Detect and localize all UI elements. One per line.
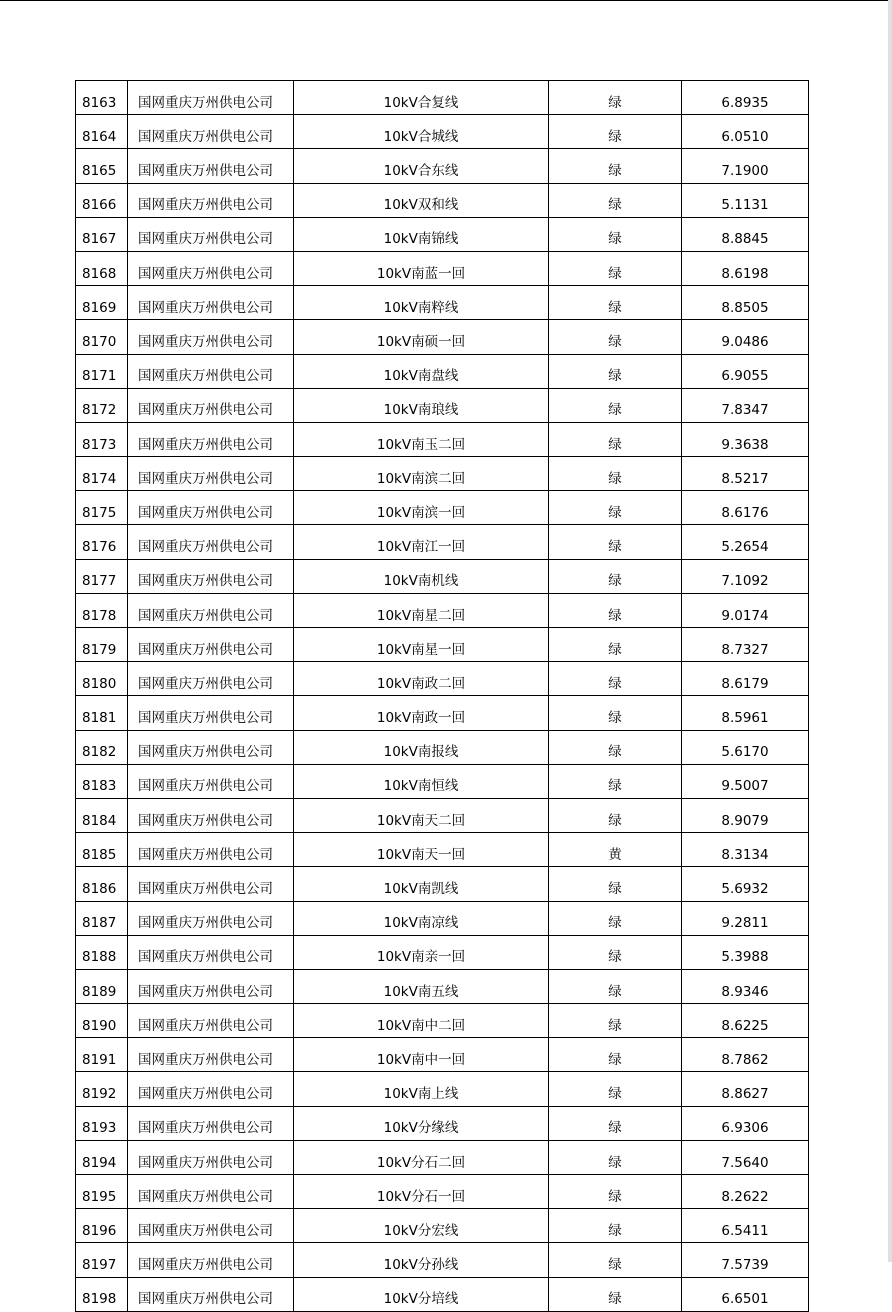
company-cell: 国网重庆万州供电公司 <box>128 798 294 832</box>
status-cell: 绿 <box>549 1038 682 1072</box>
status-cell: 绿 <box>549 901 682 935</box>
row-id-cell: 8197 <box>76 1243 128 1277</box>
status-cell: 绿 <box>549 593 682 627</box>
status-cell: 绿 <box>549 764 682 798</box>
line-name-cell: 10kV分石二回 <box>294 1140 549 1174</box>
value-cell: 8.3134 <box>682 833 809 867</box>
row-id-cell: 8164 <box>76 115 128 149</box>
value-cell: 7.5739 <box>682 1243 809 1277</box>
company-cell: 国网重庆万州供电公司 <box>128 969 294 1003</box>
line-name-cell: 10kV南滨二回 <box>294 457 549 491</box>
line-name-cell: 10kV南天二回 <box>294 798 549 832</box>
company-cell: 国网重庆万州供电公司 <box>128 1004 294 1038</box>
table-row <box>76 1175 809 1209</box>
line-name-cell: 10kV双和线 <box>294 183 549 217</box>
table-row <box>76 81 809 115</box>
company-cell: 国网重庆万州供电公司 <box>128 217 294 251</box>
table-row <box>76 798 809 832</box>
status-cell: 绿 <box>549 422 682 456</box>
value-cell: 9.5007 <box>682 764 809 798</box>
row-id-cell: 8189 <box>76 969 128 1003</box>
value-cell: 5.1131 <box>682 183 809 217</box>
value-cell: 5.6932 <box>682 867 809 901</box>
line-name-cell: 10kV南报线 <box>294 730 549 764</box>
status-cell: 绿 <box>549 1277 682 1311</box>
row-id-cell: 8196 <box>76 1209 128 1243</box>
value-cell: 6.9306 <box>682 1106 809 1140</box>
table-row <box>76 867 809 901</box>
row-id-cell: 8163 <box>76 81 128 115</box>
company-cell: 国网重庆万州供电公司 <box>128 1277 294 1311</box>
status-cell: 绿 <box>549 457 682 491</box>
value-cell: 5.3988 <box>682 935 809 969</box>
company-cell: 国网重庆万州供电公司 <box>128 833 294 867</box>
row-id-cell: 8182 <box>76 730 128 764</box>
line-name-cell: 10kV南玉二回 <box>294 422 549 456</box>
value-cell: 8.5961 <box>682 696 809 730</box>
status-cell: 绿 <box>549 286 682 320</box>
row-id-cell: 8180 <box>76 662 128 696</box>
value-cell: 8.7862 <box>682 1038 809 1072</box>
line-name-cell: 10kV南机线 <box>294 559 549 593</box>
value-cell: 8.9079 <box>682 798 809 832</box>
table-row <box>76 1038 809 1072</box>
row-id-cell: 8192 <box>76 1072 128 1106</box>
status-cell: 绿 <box>549 251 682 285</box>
table-row <box>76 457 809 491</box>
row-id-cell: 8185 <box>76 833 128 867</box>
company-cell: 国网重庆万州供电公司 <box>128 115 294 149</box>
status-cell: 绿 <box>549 81 682 115</box>
line-name-cell: 10kV南凉线 <box>294 901 549 935</box>
company-cell: 国网重庆万州供电公司 <box>128 593 294 627</box>
line-name-cell: 10kV分孙线 <box>294 1243 549 1277</box>
value-cell: 7.1900 <box>682 149 809 183</box>
company-cell: 国网重庆万州供电公司 <box>128 1140 294 1174</box>
table-row <box>76 286 809 320</box>
company-cell: 国网重庆万州供电公司 <box>128 457 294 491</box>
value-cell: 7.5640 <box>682 1140 809 1174</box>
line-name-cell: 10kV南中二回 <box>294 1004 549 1038</box>
status-cell: 绿 <box>549 217 682 251</box>
row-id-cell: 8198 <box>76 1277 128 1311</box>
row-id-cell: 8187 <box>76 901 128 935</box>
value-cell: 8.8505 <box>682 286 809 320</box>
status-cell: 绿 <box>549 628 682 662</box>
company-cell: 国网重庆万州供电公司 <box>128 286 294 320</box>
company-cell: 国网重庆万州供电公司 <box>128 1209 294 1243</box>
status-cell: 绿 <box>549 730 682 764</box>
company-cell: 国网重庆万州供电公司 <box>128 764 294 798</box>
line-name-cell: 10kV南上线 <box>294 1072 549 1106</box>
page-right-edge <box>888 0 892 1262</box>
value-cell: 5.2654 <box>682 525 809 559</box>
value-cell: 7.1092 <box>682 559 809 593</box>
value-cell: 8.7327 <box>682 628 809 662</box>
status-cell: 绿 <box>549 491 682 525</box>
status-cell: 绿 <box>549 559 682 593</box>
data-table <box>75 80 809 1312</box>
line-name-cell: 10kV南锦线 <box>294 217 549 251</box>
table-row <box>76 183 809 217</box>
table-body <box>76 81 809 1312</box>
row-id-cell: 8194 <box>76 1140 128 1174</box>
line-name-cell: 10kV南中一回 <box>294 1038 549 1072</box>
value-cell: 8.6176 <box>682 491 809 525</box>
table-row <box>76 388 809 422</box>
line-name-cell: 10kV南星二回 <box>294 593 549 627</box>
company-cell: 国网重庆万州供电公司 <box>128 1175 294 1209</box>
company-cell: 国网重庆万州供电公司 <box>128 525 294 559</box>
row-id-cell: 8184 <box>76 798 128 832</box>
status-cell: 绿 <box>549 969 682 1003</box>
line-name-cell: 10kV南亲一回 <box>294 935 549 969</box>
status-cell: 绿 <box>549 149 682 183</box>
table-row <box>76 1243 809 1277</box>
status-cell: 绿 <box>549 525 682 559</box>
table-row <box>76 628 809 662</box>
line-name-cell: 10kV合东线 <box>294 149 549 183</box>
status-cell: 绿 <box>549 1243 682 1277</box>
value-cell: 9.0486 <box>682 320 809 354</box>
row-id-cell: 8193 <box>76 1106 128 1140</box>
line-name-cell: 10kV南蓝一回 <box>294 251 549 285</box>
status-cell: 绿 <box>549 696 682 730</box>
line-name-cell: 10kV南粹线 <box>294 286 549 320</box>
line-name-cell: 10kV南恒线 <box>294 764 549 798</box>
row-id-cell: 8172 <box>76 388 128 422</box>
line-name-cell: 10kV分培线 <box>294 1277 549 1311</box>
row-id-cell: 8190 <box>76 1004 128 1038</box>
line-name-cell: 10kV合复线 <box>294 81 549 115</box>
status-cell: 绿 <box>549 388 682 422</box>
value-cell: 9.0174 <box>682 593 809 627</box>
table-row <box>76 251 809 285</box>
status-cell: 绿 <box>549 1072 682 1106</box>
company-cell: 国网重庆万州供电公司 <box>128 1072 294 1106</box>
company-cell: 国网重庆万州供电公司 <box>128 1038 294 1072</box>
line-name-cell: 10kV南五线 <box>294 969 549 1003</box>
value-cell: 8.9346 <box>682 969 809 1003</box>
row-id-cell: 8175 <box>76 491 128 525</box>
row-id-cell: 8186 <box>76 867 128 901</box>
line-name-cell: 10kV南天一回 <box>294 833 549 867</box>
row-id-cell: 8183 <box>76 764 128 798</box>
table-row <box>76 1106 809 1140</box>
row-id-cell: 8181 <box>76 696 128 730</box>
line-name-cell: 10kV南江一回 <box>294 525 549 559</box>
company-cell: 国网重庆万州供电公司 <box>128 628 294 662</box>
row-id-cell: 8177 <box>76 559 128 593</box>
row-id-cell: 8191 <box>76 1038 128 1072</box>
row-id-cell: 8169 <box>76 286 128 320</box>
value-cell: 8.8845 <box>682 217 809 251</box>
table-row <box>76 1140 809 1174</box>
table-row <box>76 115 809 149</box>
value-cell: 8.5217 <box>682 457 809 491</box>
company-cell: 国网重庆万州供电公司 <box>128 559 294 593</box>
line-name-cell: 10kV南星一回 <box>294 628 549 662</box>
value-cell: 8.6225 <box>682 1004 809 1038</box>
table-row <box>76 491 809 525</box>
value-cell: 5.6170 <box>682 730 809 764</box>
status-cell: 绿 <box>549 867 682 901</box>
value-cell: 9.3638 <box>682 422 809 456</box>
company-cell: 国网重庆万州供电公司 <box>128 867 294 901</box>
value-cell: 6.9055 <box>682 354 809 388</box>
company-cell: 国网重庆万州供电公司 <box>128 422 294 456</box>
status-cell: 绿 <box>549 183 682 217</box>
table-row <box>76 1277 809 1311</box>
status-cell: 绿 <box>549 1004 682 1038</box>
line-name-cell: 10kV南硕一回 <box>294 320 549 354</box>
status-cell: 绿 <box>549 662 682 696</box>
status-cell: 绿 <box>549 1209 682 1243</box>
row-id-cell: 8174 <box>76 457 128 491</box>
row-id-cell: 8171 <box>76 354 128 388</box>
row-id-cell: 8173 <box>76 422 128 456</box>
company-cell: 国网重庆万州供电公司 <box>128 1106 294 1140</box>
line-name-cell: 10kV合城线 <box>294 115 549 149</box>
row-id-cell: 8165 <box>76 149 128 183</box>
company-cell: 国网重庆万州供电公司 <box>128 320 294 354</box>
line-name-cell: 10kV南滨一回 <box>294 491 549 525</box>
table-row <box>76 1072 809 1106</box>
status-cell: 绿 <box>549 1175 682 1209</box>
line-name-cell: 10kV南政二回 <box>294 662 549 696</box>
company-cell: 国网重庆万州供电公司 <box>128 1243 294 1277</box>
row-id-cell: 8188 <box>76 935 128 969</box>
company-cell: 国网重庆万州供电公司 <box>128 388 294 422</box>
table-row <box>76 149 809 183</box>
company-cell: 国网重庆万州供电公司 <box>128 662 294 696</box>
table-row <box>76 696 809 730</box>
value-cell: 8.2622 <box>682 1175 809 1209</box>
status-cell: 绿 <box>549 354 682 388</box>
line-name-cell: 10kV分石一回 <box>294 1175 549 1209</box>
status-cell: 绿 <box>549 798 682 832</box>
status-cell: 绿 <box>549 1140 682 1174</box>
table-row <box>76 1209 809 1243</box>
row-id-cell: 8179 <box>76 628 128 662</box>
row-id-cell: 8166 <box>76 183 128 217</box>
company-cell: 国网重庆万州供电公司 <box>128 491 294 525</box>
row-id-cell: 8167 <box>76 217 128 251</box>
line-name-cell: 10kV分宏线 <box>294 1209 549 1243</box>
value-cell: 8.8627 <box>682 1072 809 1106</box>
value-cell: 8.6198 <box>682 251 809 285</box>
value-cell: 6.5411 <box>682 1209 809 1243</box>
company-cell: 国网重庆万州供电公司 <box>128 935 294 969</box>
row-id-cell: 8178 <box>76 593 128 627</box>
table-row <box>76 833 809 867</box>
company-cell: 国网重庆万州供电公司 <box>128 730 294 764</box>
line-name-cell: 10kV南琅线 <box>294 388 549 422</box>
line-name-cell: 10kV南凯线 <box>294 867 549 901</box>
table-row <box>76 559 809 593</box>
company-cell: 国网重庆万州供电公司 <box>128 81 294 115</box>
status-cell: 绿 <box>549 320 682 354</box>
row-id-cell: 8176 <box>76 525 128 559</box>
value-cell: 7.8347 <box>682 388 809 422</box>
value-cell: 6.0510 <box>682 115 809 149</box>
company-cell: 国网重庆万州供电公司 <box>128 354 294 388</box>
row-id-cell: 8195 <box>76 1175 128 1209</box>
company-cell: 国网重庆万州供电公司 <box>128 696 294 730</box>
status-cell: 绿 <box>549 115 682 149</box>
value-cell: 6.6501 <box>682 1277 809 1311</box>
table-row <box>76 1004 809 1038</box>
status-cell: 绿 <box>549 1106 682 1140</box>
line-name-cell: 10kV南盘线 <box>294 354 549 388</box>
table-row <box>76 662 809 696</box>
table-row <box>76 320 809 354</box>
table-row <box>76 354 809 388</box>
value-cell: 6.8935 <box>682 81 809 115</box>
table-row <box>76 969 809 1003</box>
value-cell: 9.2811 <box>682 901 809 935</box>
row-id-cell: 8168 <box>76 251 128 285</box>
line-name-cell: 10kV南政一回 <box>294 696 549 730</box>
row-id-cell: 8170 <box>76 320 128 354</box>
table-row <box>76 730 809 764</box>
table-row <box>76 764 809 798</box>
table-row <box>76 901 809 935</box>
company-cell: 国网重庆万州供电公司 <box>128 251 294 285</box>
table-row <box>76 935 809 969</box>
company-cell: 国网重庆万州供电公司 <box>128 901 294 935</box>
table-row <box>76 422 809 456</box>
value-cell: 8.6179 <box>682 662 809 696</box>
company-cell: 国网重庆万州供电公司 <box>128 183 294 217</box>
company-cell: 国网重庆万州供电公司 <box>128 149 294 183</box>
page-top-rule <box>0 0 892 1</box>
line-name-cell: 10kV分缘线 <box>294 1106 549 1140</box>
status-cell: 黄 <box>549 833 682 867</box>
table-row <box>76 217 809 251</box>
table-row <box>76 593 809 627</box>
status-cell: 绿 <box>549 935 682 969</box>
table-row <box>76 525 809 559</box>
